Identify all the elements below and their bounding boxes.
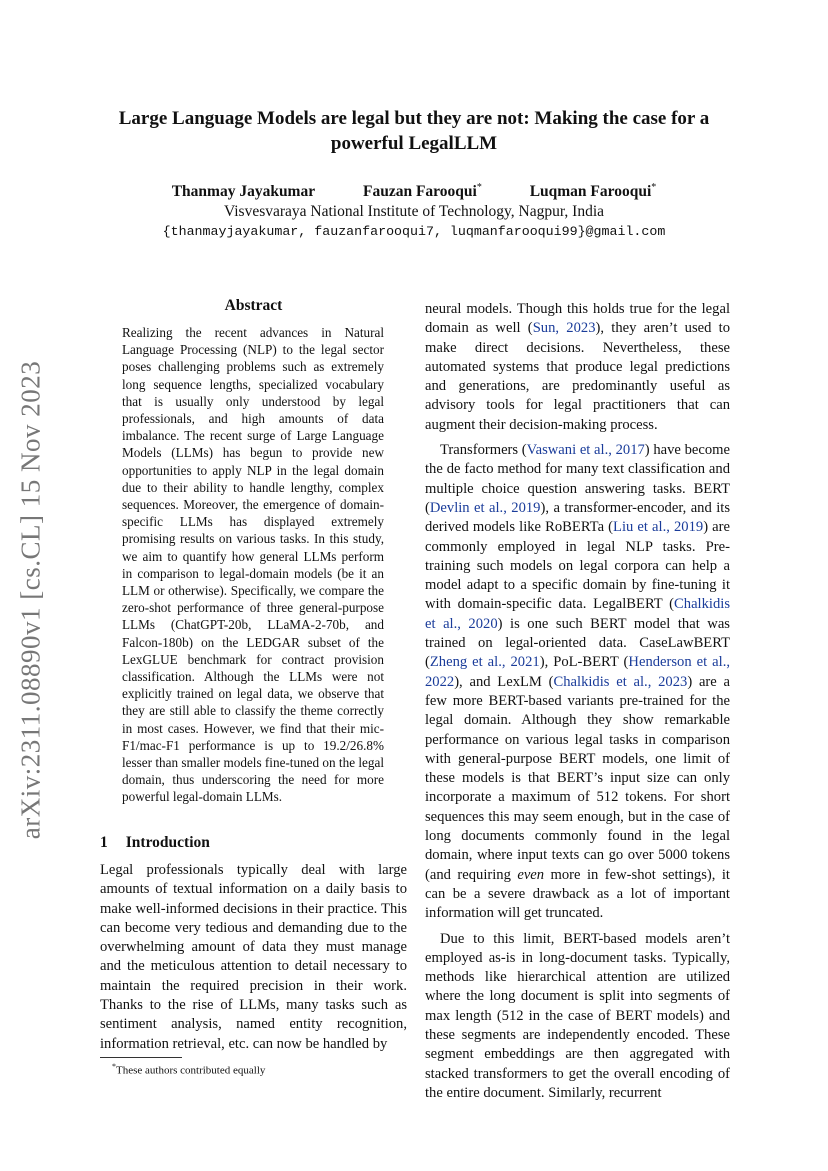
citation-link[interactable]: Zheng et al., 2021	[429, 654, 540, 671]
right-column	[425, 300, 730, 1109]
author-2: Fauzan Farooqui*	[362, 182, 482, 201]
abstract-text: Realizing the recent advances in Natural Language Processing (NLP) to the legal sector poses challenging problems such as extremely long sequence lengths, specialized vocabulary that is usually only understood by legal professionals, and high amounts of data imbalance. The recent surge of Large Language Models (LLMs) has begun to provide new opportunities to apply NLP in the legal domain due to their ability to handle lengthy, complex sequences. Moreover, the emergence of domain-specific LLMs has displayed extremely promising results on various tasks. In this study, we aim to quantify how general LLMs perform in comparison to legal-domain models (be it an LLM or otherwise). Specifically, we compare the zero-shot performance of three general-purpose LLMs (ChatGPT-20b, LLaMA-2-70b, and Falcon-180b) on the LEDGAR subset of the LexGLUE benchmark for contract provision classification. Although the LLMs were not explicitly trained on legal data, we observe that they are still able to classify the theme correctly in most cases. However, we find that their mic-F1/mac-F1 performance is up to 19.2/26.8% lesser than smaller models fine-tuned on the legal domain, thus underscoring the need for more powerful legal-domain LLMs.	[122, 325, 384, 805]
emphasis: even	[517, 866, 545, 883]
footnote-mark: *	[112, 1062, 116, 1071]
arxiv-id: arXiv:2311.08890v1 [cs.CL] 15 Nov 2023	[15, 360, 46, 840]
author-emails: {thanmayjayakumar, fauzanfarooqui7, luqmanfarooqui99}@gmail.com	[162, 224, 666, 239]
citation-link[interactable]: Sun, 2023	[532, 320, 596, 337]
section-number: 1	[100, 834, 108, 851]
paragraph: Transformers (Vaswani et al., 2017) have become the de facto method for many text classification and multiple choice question answering tasks. BERT (Devlin et al., 2019), a transformer-encoder, and its derived models like RoBERTa (Liu et al., 2019) are commonly employed in legal NLP tasks. Pre-training such models on legal corpora can help a model adapt to a specific domain by fine-tuning it with domain-specific data. LegalBERT (Chalkidis et al., 2020) is one such BERT model that was trained on legal-oriented data. CaseLawBERT (Zheng et al., 2021), PoL-BERT (Henderson et al., 2022), and LexLM (Chalkidis et al., 2023) are a few more BERT-based variants pre-trained for the legal domain. Although they show remarkable performance on various legal tasks in comparison with general-purpose BERT models, one limit of these models is that BERT’s input size can only incorporate a maximum of 512 tokens. For short sequences this may seem enough, but in the case of long documents commonly found in the legal domain, where input texts can go over 5000 tokens (and requiring even more in few-shot settings), it can be a severe drawback as a lot of important information will get truncated.	[425, 442, 730, 922]
citation-link[interactable]: Chalkidis et al., 2023	[553, 673, 688, 690]
author-list	[90, 182, 738, 201]
arxiv-sidebar-stamp	[6, 350, 56, 850]
author-3: Luqman Farooqui*	[529, 182, 657, 201]
section-heading-introduction	[100, 834, 210, 852]
footnote-rule	[100, 1057, 182, 1058]
affiliation: Visvesvaraya National Institute of Technology, Nagpur, India	[223, 203, 605, 220]
citation-link[interactable]: Liu et al., 2019	[613, 519, 704, 536]
citation-link[interactable]: Henderson et al., 2022	[425, 654, 730, 690]
footnote-text: These authors contributed equally	[116, 1064, 266, 1077]
paragraph: Due to this limit, BERT-based models aren’t employed as-is in long-document tasks. Typically, methods like hierarchical attention are utilized where the long document is split into segments of max length (512 in the case of BERT models) and these segments are independently encoded. These segment embeddings are then aggregated with stacked transformers to get the overall encoding of the entire document. Similarly, recurrent	[425, 930, 730, 1101]
paragraph: neural models. Though this holds true for the legal domain as well (Sun, 2023), they aren’t used to make direct decisions. Nevertheless, these automated systems that produce legal predictions and generations, are predominantly useful as advisory tools for legal practitioners that can augment their decision-making process.	[425, 301, 731, 433]
abstract-heading: Abstract	[224, 297, 283, 314]
footnote	[112, 1062, 265, 1077]
citation-link[interactable]: Devlin et al., 2019	[429, 499, 541, 516]
section-title: Introduction	[125, 834, 210, 851]
introduction-text: Legal professionals typically deal with large amounts of textual information on a daily basis to make well-informed decisions in their practice. This can become very tedious and demanding due to the overwhelming amount of data they must manage and the meticulous attention to detail necessary to maintain the required precision in their work. Thanks to the rise of LLMs, many tasks such as sentiment analysis, named entity recognition, information retrieval, etc. can now be handled by	[100, 862, 407, 1052]
author-1: Thanmay Jayakumar	[171, 183, 316, 201]
citation-link[interactable]: Chalkidis et al., 2020	[425, 596, 730, 632]
paper-title: Large Language Models are legal but they are not: Making the case for a powerful LegalLLM	[118, 108, 710, 154]
citation-link[interactable]: Vaswani et al., 2017	[526, 442, 645, 459]
